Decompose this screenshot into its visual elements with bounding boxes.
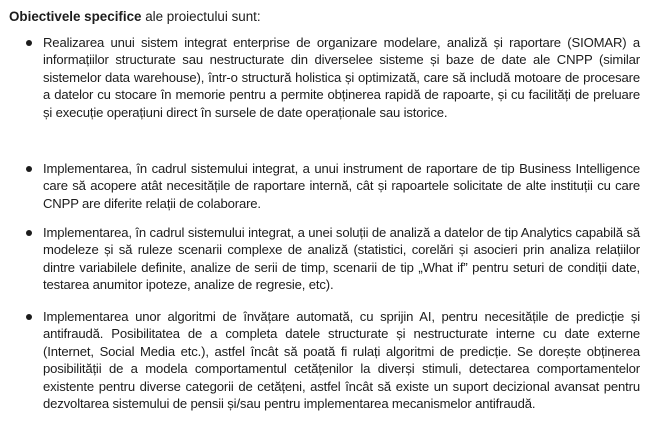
bullet-icon	[26, 230, 32, 236]
bullet-icon	[26, 40, 32, 46]
list-item-text: Implementarea, în cadrul sistemului integrat, a unui instrument de raportare de tip Business Intelligence care să acopere atât necesitățile de raportare internă, cât și rapoartele solicitate de alte instituții cu care CNPP are diferite relații de colaborare.	[43, 161, 640, 211]
heading-bold-text: Obiectivele specifice	[9, 9, 142, 24]
list-item	[26, 160, 638, 212]
bullet-icon	[26, 166, 32, 172]
section-heading	[9, 8, 261, 26]
heading-rest-text: ale proiectului sunt:	[141, 9, 261, 24]
list-item-text: Implementarea unor algoritmi de învățare automată, cu sprijin AI, pentru necesitățile de predicție și antifraudă. Posibilitatea de a completa datele structurate și nestructurate interne cu date externe (Internet, Social Media etc.), astfel încât să poată fi rulați algoritmi de predicție. Se dorește obținerea posibilității de a modela comportamentul cetățenilor la diverși stimuli, detectarea comportamentelor existente pentru diverse categorii de cetățeni, astfel încât să existe un suport decizional avansat pentru dezvoltarea sistemului de pensii și/sau pentru implementarea mecanismelor antifraudă.	[43, 309, 640, 412]
list-item-text: Realizarea unui sistem integrat enterprise de organizare modelare, analiză și raportare (SIOMAR) a informațiilor structurate sau nestructurate din diverselee sisteme și baze de date ale CNPP (similar sistemelor data warehouse), într-o structură holistica și optimizată, care să includă motoare de procesare a datelor cu stocare în memorie pentru a permite obținerea rapidă de rapoarte, și cu facilități de preluare și execuție operațiuni direct în sursele de date operaționale sau istorice.	[43, 35, 640, 120]
list-item	[26, 224, 638, 294]
list-item-text: Implementarea, în cadrul sistemului integrat, a unei soluții de analiză a datelor de tip Analytics capabilă să modeleze și să ruleze scenarii complexe de analiză (statistici, corelări și asocieri prin analiza relațiilor dintre variabilele definite, analize de serii de timp, scenarii de tip „What if” pentru seturi de condiții date, testarea anumitor ipoteze, analize de regresie, etc).	[43, 225, 640, 293]
bullet-icon	[26, 314, 32, 320]
list-item	[26, 308, 638, 412]
list-item	[26, 34, 638, 121]
